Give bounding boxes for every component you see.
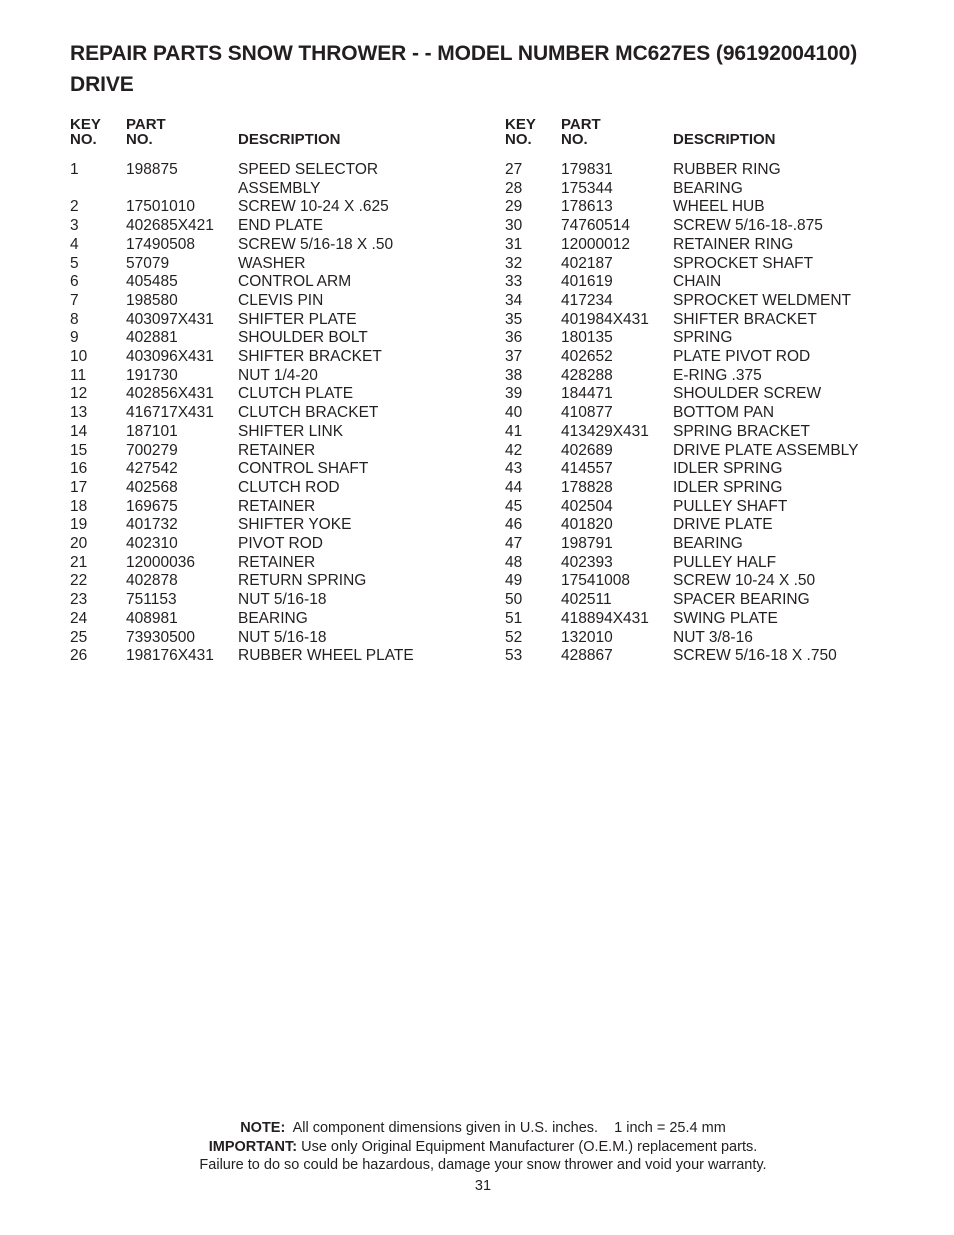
part-no-cell: 198580 — [126, 291, 178, 309]
part-no-cell: 12000036 — [126, 553, 195, 571]
part-no-cell: 402878 — [126, 572, 178, 590]
part-no-cell: 132010 — [561, 628, 613, 646]
table-row — [505, 404, 925, 423]
key-no-cell: 45 — [505, 497, 523, 515]
description-cell: BOTTOM PAN — [673, 404, 775, 422]
key-no-cell: 23 — [70, 591, 88, 609]
table-row — [70, 217, 490, 236]
table-row — [505, 255, 925, 274]
page-title — [70, 38, 930, 100]
table-row — [70, 404, 490, 423]
part-no-cell: 417234 — [561, 291, 613, 309]
description-cell: CONTROL ARM — [238, 273, 352, 291]
description-cell: SPROCKET WELDMENT — [673, 291, 851, 309]
table-row — [70, 554, 490, 573]
table-row — [505, 554, 925, 573]
description-cell: SHIFTER BRACKET — [673, 310, 817, 328]
important-line — [0, 1138, 954, 1157]
part-no-cell: 418894X431 — [561, 609, 649, 627]
key-no-cell: 50 — [505, 591, 523, 609]
description-cell: NUT 3/8-16 — [673, 628, 753, 646]
table-row — [505, 629, 925, 648]
key-no-cell: 19 — [70, 516, 88, 534]
description-cell: WASHER — [238, 254, 306, 272]
part-no-cell: 428288 — [561, 366, 613, 384]
part-no-cell: 17541008 — [561, 572, 630, 590]
table-row — [505, 161, 925, 180]
key-no-cell: 13 — [70, 404, 88, 422]
part-no-cell: 184471 — [561, 385, 613, 403]
key-no-cell: 10 — [70, 348, 88, 366]
key-no-cell: 28 — [505, 179, 523, 197]
key-no-cell: 32 — [505, 254, 523, 272]
description-cell: SPACER BEARING — [673, 591, 810, 609]
table-row — [70, 610, 490, 629]
table-row — [505, 572, 925, 591]
title-line-1: REPAIR PARTS SNOW THROWER - - MODEL NUMBER MC627ES (96192004100) — [70, 42, 858, 65]
table-row — [505, 198, 925, 217]
header-description: DESCRIPTION — [673, 131, 776, 148]
part-no-cell: 178613 — [561, 198, 613, 216]
part-no-cell: 402393 — [561, 553, 613, 571]
part-no-cell: 198791 — [561, 535, 613, 553]
table-row — [70, 572, 490, 591]
key-no-cell: 46 — [505, 516, 523, 534]
part-no-cell: 401732 — [126, 516, 178, 534]
key-no-cell: 44 — [505, 478, 523, 496]
description-cell: SPEED SELECTOR ASSEMBLY — [238, 161, 379, 197]
part-no-cell: 12000012 — [561, 235, 630, 253]
part-no-cell: 403096X431 — [126, 348, 214, 366]
table-row — [70, 460, 490, 479]
key-no-cell: 15 — [70, 441, 88, 459]
key-no-cell: 53 — [505, 647, 523, 665]
description-cell: NUT 1/4-20 — [238, 366, 318, 384]
table-row — [505, 217, 925, 236]
part-no-cell: 169675 — [126, 497, 178, 515]
footer-notes — [0, 1119, 954, 1175]
part-no-cell: 17501010 — [126, 198, 195, 216]
description-cell: BEARING — [673, 535, 743, 553]
part-no-cell: 402685X421 — [126, 217, 214, 235]
description-cell: WHEEL HUB — [673, 198, 765, 216]
table-row — [505, 423, 925, 442]
part-no-cell: 405485 — [126, 273, 178, 291]
part-no-cell: 178828 — [561, 478, 613, 496]
description-cell: IDLER SPRING — [673, 460, 783, 478]
table-row — [505, 647, 925, 666]
key-no-cell: 38 — [505, 366, 523, 384]
description-cell: CLUTCH PLATE — [238, 385, 354, 403]
key-no-cell: 3 — [70, 217, 79, 235]
part-no-cell: 402652 — [561, 348, 613, 366]
note-text: All component dimensions given in U.S. inches. 1 inch = 25.4 mm — [285, 1120, 726, 1136]
description-cell: SCREW 10-24 X .50 — [673, 572, 816, 590]
description-cell: RETURN SPRING — [238, 572, 367, 590]
description-cell: PULLEY SHAFT — [673, 497, 788, 515]
table-row — [70, 198, 490, 217]
key-no-cell: 35 — [505, 310, 523, 328]
key-no-cell: 29 — [505, 198, 523, 216]
table-row — [70, 255, 490, 274]
table-row — [505, 591, 925, 610]
key-no-cell: 17 — [70, 478, 88, 496]
part-no-cell: 191730 — [126, 366, 178, 384]
description-cell: SCREW 5/16-18 X .50 — [238, 235, 394, 253]
header-description: DESCRIPTION — [238, 131, 341, 148]
key-no-cell: 22 — [70, 572, 88, 590]
part-no-cell: 401984X431 — [561, 310, 649, 328]
description-cell: RETAINER — [238, 497, 316, 515]
table-row — [505, 273, 925, 292]
table-row — [505, 516, 925, 535]
description-cell: SHIFTER LINK — [238, 422, 344, 440]
description-cell: PIVOT ROD — [238, 535, 323, 553]
table-row — [505, 498, 925, 517]
description-cell: RETAINER — [238, 553, 316, 571]
table-row — [505, 236, 925, 255]
part-no-cell: 403097X431 — [126, 310, 214, 328]
table-row — [70, 161, 490, 198]
key-no-cell: 49 — [505, 572, 523, 590]
description-cell: BEARING — [673, 179, 743, 197]
part-no-cell: 401619 — [561, 273, 613, 291]
key-no-cell: 30 — [505, 217, 523, 235]
table-row — [505, 348, 925, 367]
part-no-cell: 402881 — [126, 329, 178, 347]
header-key-no: KEY NO. — [70, 116, 101, 148]
table-row — [70, 442, 490, 461]
table-rows — [505, 161, 925, 666]
key-no-cell: 42 — [505, 441, 523, 459]
title-line-2: DRIVE — [70, 73, 134, 96]
table-row — [505, 610, 925, 629]
table-row — [70, 516, 490, 535]
page-number: 31 — [474, 1178, 492, 1194]
table-row — [505, 292, 925, 311]
header-part-no: PART NO. — [561, 116, 601, 148]
important-text: Use only Original Equipment Manufacturer (O.E.M.) replacement parts. — [297, 1138, 758, 1155]
table-row — [70, 647, 490, 666]
key-no-cell: 37 — [505, 348, 523, 366]
description-cell: E-RING .375 — [673, 366, 762, 384]
description-cell: SCREW 5/16-18 X .750 — [673, 647, 837, 665]
note-label: NOTE: — [240, 1120, 286, 1136]
part-no-cell: 700279 — [126, 441, 178, 459]
key-no-cell: 20 — [70, 535, 88, 553]
key-no-cell: 52 — [505, 628, 523, 646]
description-cell: IDLER SPRING — [673, 478, 783, 496]
table-row — [70, 236, 490, 255]
part-no-cell: 179831 — [561, 161, 613, 178]
table-rows — [70, 161, 490, 666]
description-cell: SCREW 10-24 X .625 — [238, 198, 389, 216]
key-no-cell: 34 — [505, 291, 523, 309]
key-no-cell: 51 — [505, 609, 523, 627]
part-no-cell: 402187 — [561, 254, 613, 272]
key-no-cell: 40 — [505, 404, 523, 422]
description-cell: SHIFTER BRACKET — [238, 348, 382, 366]
description-cell: SWING PLATE — [673, 609, 778, 627]
key-no-cell: 12 — [70, 385, 88, 403]
part-no-cell: 402504 — [561, 497, 613, 515]
part-no-cell: 198875 — [126, 161, 178, 178]
key-no-cell: 21 — [70, 553, 88, 571]
part-no-cell: 175344 — [561, 179, 613, 197]
key-no-cell: 8 — [70, 310, 79, 328]
description-cell: SHOULDER BOLT — [238, 329, 368, 347]
key-no-cell: 25 — [70, 628, 88, 646]
key-no-cell: 36 — [505, 329, 523, 347]
description-cell: END PLATE — [238, 217, 323, 235]
description-cell: DRIVE PLATE — [673, 516, 773, 534]
table-row — [70, 292, 490, 311]
key-no-cell: 2 — [70, 198, 79, 216]
description-cell: RETAINER RING — [673, 235, 794, 253]
table-row — [505, 535, 925, 554]
part-no-cell: 751153 — [126, 591, 177, 609]
part-no-cell: 410877 — [561, 404, 613, 422]
part-no-cell: 401820 — [561, 516, 613, 534]
key-no-cell: 9 — [70, 329, 79, 347]
part-no-cell: 427542 — [126, 460, 178, 478]
table-row — [505, 479, 925, 498]
key-no-cell: 33 — [505, 273, 523, 291]
description-cell: NUT 5/16-18 — [238, 628, 327, 646]
header-key-no: KEY NO. — [505, 116, 536, 148]
table-row — [505, 460, 925, 479]
description-cell: BEARING — [238, 609, 308, 627]
key-no-cell: 43 — [505, 460, 523, 478]
header-part-no: PART NO. — [126, 116, 166, 148]
description-cell: DRIVE PLATE ASSEMBLY — [673, 441, 859, 459]
description-cell: PLATE PIVOT ROD — [673, 348, 811, 366]
note-line — [0, 1119, 954, 1138]
description-cell: RETAINER — [238, 441, 316, 459]
table-row — [70, 629, 490, 648]
description-cell: CLUTCH ROD — [238, 478, 340, 496]
table-row — [70, 348, 490, 367]
table-row — [70, 311, 490, 330]
part-no-cell: 17490508 — [126, 235, 195, 253]
part-no-cell: 416717X431 — [126, 404, 214, 422]
key-no-cell: 7 — [70, 291, 79, 309]
table-row — [505, 442, 925, 461]
parts-table-right — [505, 117, 925, 666]
part-no-cell: 402511 — [561, 591, 612, 609]
table-header — [505, 117, 925, 161]
part-no-cell: 73930500 — [126, 628, 195, 646]
description-cell: SCREW 5/16-18-.875 — [673, 217, 823, 235]
table-row — [70, 479, 490, 498]
table-row — [70, 591, 490, 610]
key-no-cell: 18 — [70, 497, 88, 515]
table-row — [70, 535, 490, 554]
key-no-cell: 48 — [505, 553, 523, 571]
key-no-cell: 11 — [70, 366, 87, 384]
key-no-cell: 4 — [70, 235, 79, 253]
description-cell: CONTROL SHAFT — [238, 460, 369, 478]
table-row — [70, 273, 490, 292]
description-cell: RUBBER WHEEL PLATE — [238, 647, 414, 665]
part-no-cell: 187101 — [126, 422, 178, 440]
key-no-cell: 14 — [70, 422, 88, 440]
description-cell: CHAIN — [673, 273, 722, 291]
key-no-cell: 39 — [505, 385, 523, 403]
key-no-cell: 47 — [505, 535, 523, 553]
description-cell: SPRING BRACKET — [673, 422, 810, 440]
warning-line: Failure to do so could be hazardous, damage your snow thrower and void your warranty. — [199, 1157, 767, 1174]
table-row — [70, 423, 490, 442]
key-no-cell: 24 — [70, 609, 88, 627]
description-cell: RUBBER RING — [673, 161, 781, 178]
key-no-cell: 41 — [505, 422, 523, 440]
part-no-cell: 180135 — [561, 329, 613, 347]
part-no-cell: 414557 — [561, 460, 613, 478]
key-no-cell: 16 — [70, 460, 88, 478]
table-row — [505, 180, 925, 199]
description-cell: SPRING — [673, 329, 733, 347]
table-row — [70, 367, 490, 386]
part-no-cell: 402856X431 — [126, 385, 214, 403]
description-cell: CLUTCH BRACKET — [238, 404, 379, 422]
key-no-cell: 26 — [70, 647, 88, 665]
part-no-cell: 402310 — [126, 535, 178, 553]
key-no-cell: 31 — [505, 235, 523, 253]
important-label: IMPORTANT: — [208, 1138, 298, 1155]
table-row — [70, 385, 490, 404]
part-no-cell: 74760514 — [561, 217, 630, 235]
part-no-cell: 428867 — [561, 647, 613, 665]
description-cell: CLEVIS PIN — [238, 291, 324, 309]
description-cell: SPROCKET SHAFT — [673, 254, 814, 272]
table-row — [70, 329, 490, 348]
table-row — [505, 329, 925, 348]
part-no-cell: 402568 — [126, 478, 178, 496]
part-no-cell: 198176X431 — [126, 647, 214, 665]
key-no-cell: 6 — [70, 273, 79, 291]
part-no-cell: 57079 — [126, 254, 170, 272]
description-cell: NUT 5/16-18 — [238, 591, 327, 609]
key-no-cell: 5 — [70, 254, 79, 272]
description-cell: SHIFTER PLATE — [238, 310, 357, 328]
part-no-cell: 402689 — [561, 441, 613, 459]
table-row — [505, 385, 925, 404]
key-no-cell: 1 — [70, 161, 79, 178]
table-row — [505, 311, 925, 330]
part-no-cell: 408981 — [126, 609, 178, 627]
table-row — [505, 367, 925, 386]
description-cell: SHIFTER YOKE — [238, 516, 352, 534]
table-row — [70, 498, 490, 517]
parts-table-left — [70, 117, 490, 666]
part-no-cell: 413429X431 — [561, 422, 649, 440]
key-no-cell: 27 — [505, 161, 523, 178]
description-cell: PULLEY HALF — [673, 553, 777, 571]
description-cell: SHOULDER SCREW — [673, 385, 822, 403]
table-header — [70, 117, 490, 161]
